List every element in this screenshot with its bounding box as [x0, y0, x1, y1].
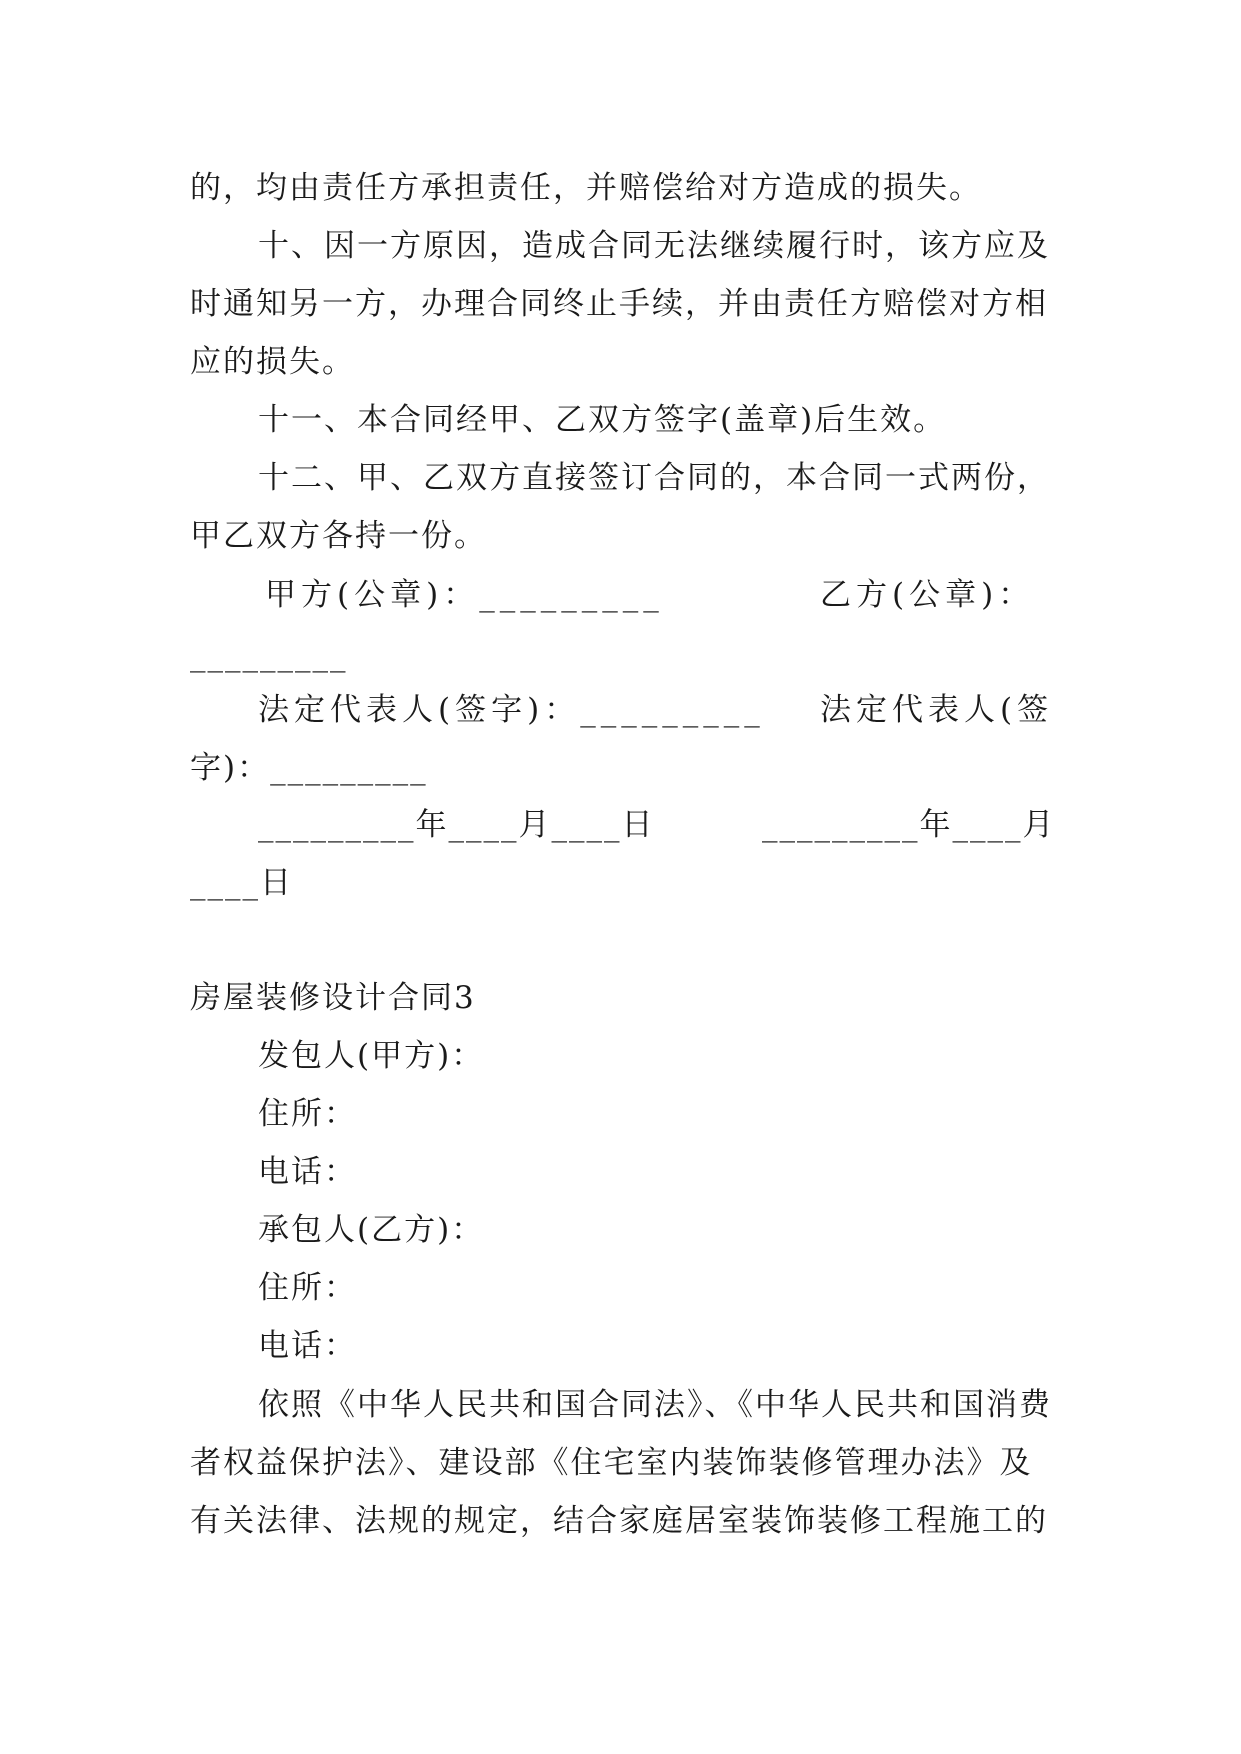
preamble-line: 者权益保护法》、建设部《住宅室内装饰装修管理办法》及 — [190, 1445, 1033, 1481]
clause-10: 十、因一方原因，造成合同无法继续履行时，该方应及 — [258, 228, 1050, 264]
text-line: 应的损失。 — [190, 344, 355, 380]
date-a: _________年____月____日 — [258, 807, 655, 843]
rep-b-signature-cont: 字)：_________ — [190, 750, 428, 786]
text-line: 的，均由责任方承担责任，并赔偿给对方造成的损失。 — [190, 170, 982, 206]
clause-11: 十一、本合同经甲、乙双方签字(盖章)后生效。 — [258, 402, 947, 438]
contractor-label: 承包人(乙方)： — [258, 1212, 485, 1248]
preamble-line: 依照《中华人民共和国合同法》、《中华人民共和国消费 — [258, 1387, 1052, 1423]
client-address-label: 住所： — [258, 1096, 357, 1132]
client-label: 发包人(甲方)： — [258, 1038, 485, 1074]
contractor-address-label: 住所： — [258, 1270, 357, 1306]
text-line: 时通知另一方，办理合同终止手续，并由责任方赔偿对方相 — [190, 286, 1048, 322]
date-b: _________年____月 — [762, 807, 1056, 843]
rep-b-signature: 法定代表人(签 — [820, 692, 1054, 728]
party-a-seal: 甲方(公章)：_________ — [265, 577, 664, 613]
rep-a-signature: 法定代表人(签字)：_________ — [258, 692, 765, 728]
party-b-seal-blank: _________ — [190, 637, 348, 673]
date-b-cont: ____日 — [190, 865, 293, 901]
text-line: 甲乙双方各持一份。 — [190, 518, 487, 554]
client-phone-label: 电话： — [258, 1154, 357, 1190]
clause-12: 十二、甲、乙双方直接签订合同的，本合同一式两份， — [258, 460, 1050, 496]
party-b-seal: 乙方(公章)： — [820, 577, 1035, 613]
section-title: 房屋装修设计合同3 — [190, 980, 476, 1016]
contractor-phone-label: 电话： — [258, 1328, 357, 1364]
preamble-line: 有关法律、法规的规定，结合家庭居室装饰装修工程施工的 — [190, 1503, 1048, 1539]
